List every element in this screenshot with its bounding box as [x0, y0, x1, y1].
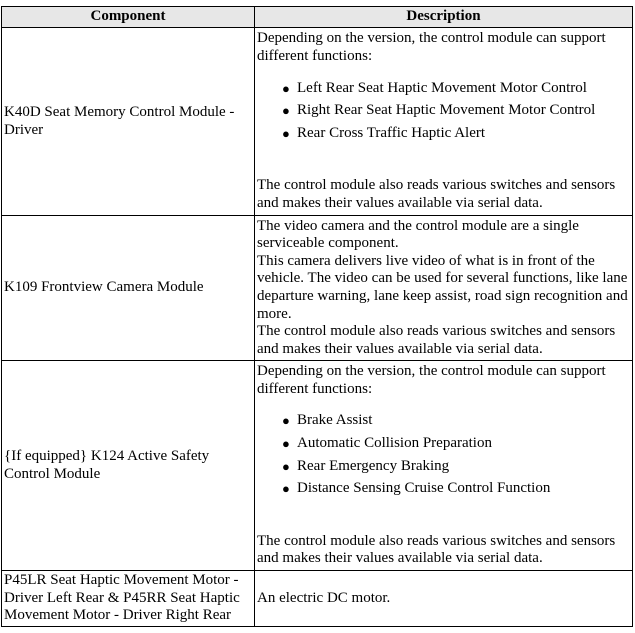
description-outro: The control module also reads various switches and sensors and makes their values available via serial data.	[257, 532, 616, 567]
list-item: ● Brake Assist	[282, 412, 373, 429]
function-list	[257, 412, 629, 497]
bullet-dot-icon: ●	[282, 435, 290, 451]
component-description-table	[1, 6, 633, 627]
bullet-dot-icon: ●	[282, 413, 290, 429]
description-cell: An electric DC motor.	[255, 571, 633, 627]
list-item: ● Distance Sensing Cruise Control Function	[282, 480, 551, 497]
bullet-dot-icon: ●	[282, 80, 290, 96]
list-item: ● Left Rear Seat Haptic Movement Motor Control	[282, 79, 587, 96]
component-cell: P45LR Seat Haptic Movement Motor - Driver Left Rear & P45RR Seat Haptic Movement Motor - Driver Right Rear	[2, 571, 255, 627]
description-paragraph: This camera delivers live video of what is in front of the vehicle. The video can be used for several functions, like lane departure warning, lane keep assist, road sign recognition and more.	[257, 252, 628, 322]
list-item: ● Automatic Collision Preparation	[282, 434, 492, 451]
table-header-row	[2, 7, 633, 28]
component-cell: {If equipped} K124 Active Safety Control Module	[2, 361, 255, 571]
component-cell: K40D Seat Memory Control Module - Driver	[2, 28, 255, 216]
bullet-dot-icon: ●	[282, 458, 290, 474]
description-intro: Depending on the version, the control module can support different functions:	[257, 30, 606, 65]
list-item: ● Rear Cross Traffic Haptic Alert	[282, 124, 486, 141]
column-header-description: Description	[255, 7, 633, 28]
bullet-dot-icon: ●	[282, 103, 290, 119]
table-row	[2, 361, 633, 571]
description-paragraph: The video camera and the control module are a single serviceable component.	[257, 217, 579, 252]
column-header-component: Component	[2, 7, 255, 28]
list-item: ● Right Rear Seat Haptic Movement Motor Control	[282, 102, 596, 119]
spacer	[257, 503, 629, 533]
description-outro: The control module also reads various switches and sensors and makes their values available via serial data.	[257, 177, 616, 211]
description-intro: Depending on the version, the control module can support different functions:	[257, 363, 606, 397]
function-list	[257, 80, 629, 143]
description-cell	[255, 216, 633, 361]
bullet-dot-icon: ●	[282, 481, 290, 497]
description-paragraph: The control module also reads various switches and sensors and makes their values available via serial data.	[257, 323, 616, 357]
spacer	[257, 147, 629, 177]
table-row	[2, 571, 633, 627]
description-cell	[255, 361, 633, 571]
table-row	[2, 216, 633, 361]
table-row	[2, 28, 633, 216]
bullet-dot-icon: ●	[282, 125, 290, 141]
list-item: ● Rear Emergency Braking	[282, 457, 450, 474]
component-cell: K109 Frontview Camera Module	[2, 216, 255, 361]
description-cell	[255, 28, 633, 216]
